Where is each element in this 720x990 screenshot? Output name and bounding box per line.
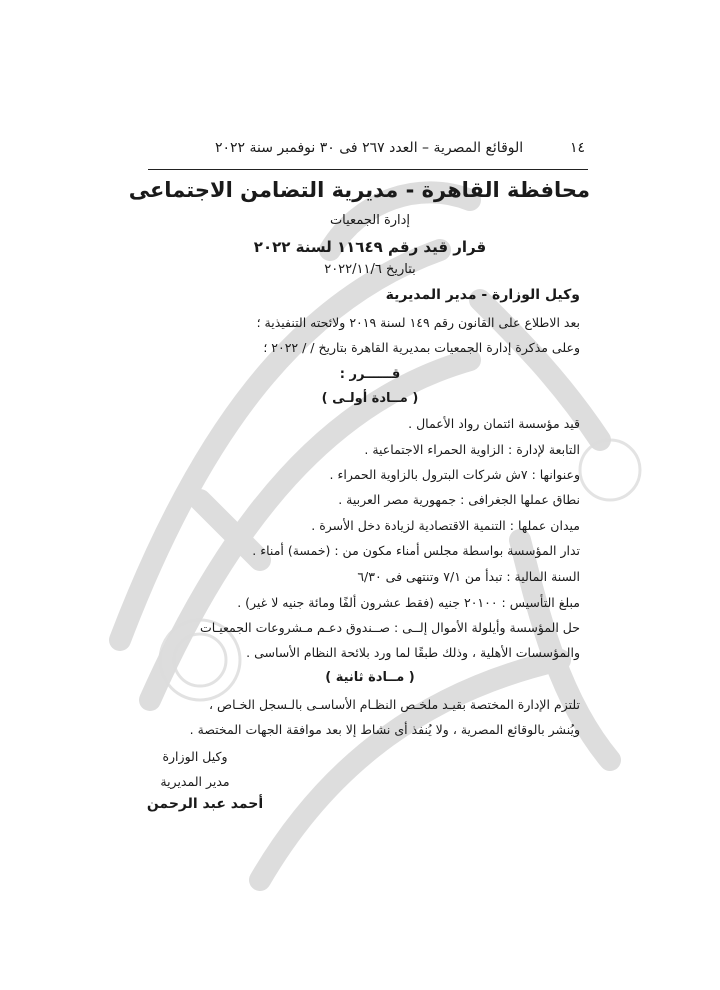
page-header [215,140,585,156]
article1-line: مبلغ التأسيس : ٢٠١٠٠ جنيه (فقط عشرون ألفًا ومائة جنيه لا غير) . [237,595,580,610]
publication-line: الوقائع المصرية – العدد ٢٦٧ فى ٣٠ نوفمبر سنة ٢٠٢٢ [215,140,524,156]
decides-heading: قــــــرر : [339,367,401,382]
article1-line: حل المؤسسة وأيلولة الأموال إلــى : صــندوق دعـم مـشروعات الجمعيـات [200,620,580,635]
article2-heading: ( مــادة ثانية ) [325,670,415,685]
department-label: إدارة الجمعيات [329,213,411,228]
header-divider [148,169,588,170]
article1-line: وعنوانها : ٧ش شركات البترول بالزاوية الحمراء . [329,467,580,482]
article1-line: قيد مؤسسة ائتمان رواد الأعمال . [408,416,580,431]
article1-line: ميدان عملها : التنمية الاقتصادية لزيادة دخل الأسرة . [311,518,580,533]
article1-line: السنة المالية : تبدأ من ٧/١ وتنتهى فى ٦/٣٠ [357,569,580,584]
article2-line: تلتزم الإدارة المختصة بقيـد ملخـص النظـام الأساسـى بالـسجل الخـاص ، [209,697,580,712]
article1-line: تدار المؤسسة بواسطة مجلس أمناء مكون من : (خمسة) أمناء . [252,543,580,558]
preamble-line: بعد الاطلاع على القانون رقم ١٤٩ لسنة ٢٠١٩ ولائحته التنفيذية ؛ [256,315,580,330]
decision-number: قرار قيد رقم ١١٦٤٩ لسنة ٢٠٢٢ [253,238,487,256]
decision-date: بتاريخ ٢٠٢٢/١١/٦ [324,262,416,277]
preamble-line: وعلى مذكرة إدارة الجمعيات بمديرية القاهرة بتاريخ / / ٢٠٢٢ ؛ [263,340,580,355]
signatory-name: أحمد عبد الرحمن [146,796,264,812]
article1-line: والمؤسسات الأهلية ، وذلك طبقًا لما ورد بلائحة النظام الأساسى . [246,645,580,660]
signature-subtitle: مدير المديرية [160,774,230,789]
page-number: ١٤ [569,140,585,156]
signature-title: وكيل الوزارة [162,749,228,764]
article2-line: ويُنشر بالوقائع المصرية ، ولا يُنفذ أى نشاط إلا بعد موافقة الجهات المختصة . [189,722,580,737]
issuer-heading: وكيل الوزارة - مدير المديرية [385,287,580,303]
article1-line: نطاق عملها الجغرافى : جمهورية مصر العربية . [338,492,580,507]
document-title: محافظة القاهرة - مديرية التضامن الاجتماعى [128,178,590,202]
article1-heading: ( مــادة أولـى ) [321,391,419,406]
article1-line: التابعة لإدارة : الزاوية الحمراء الاجتماعية . [364,442,580,457]
